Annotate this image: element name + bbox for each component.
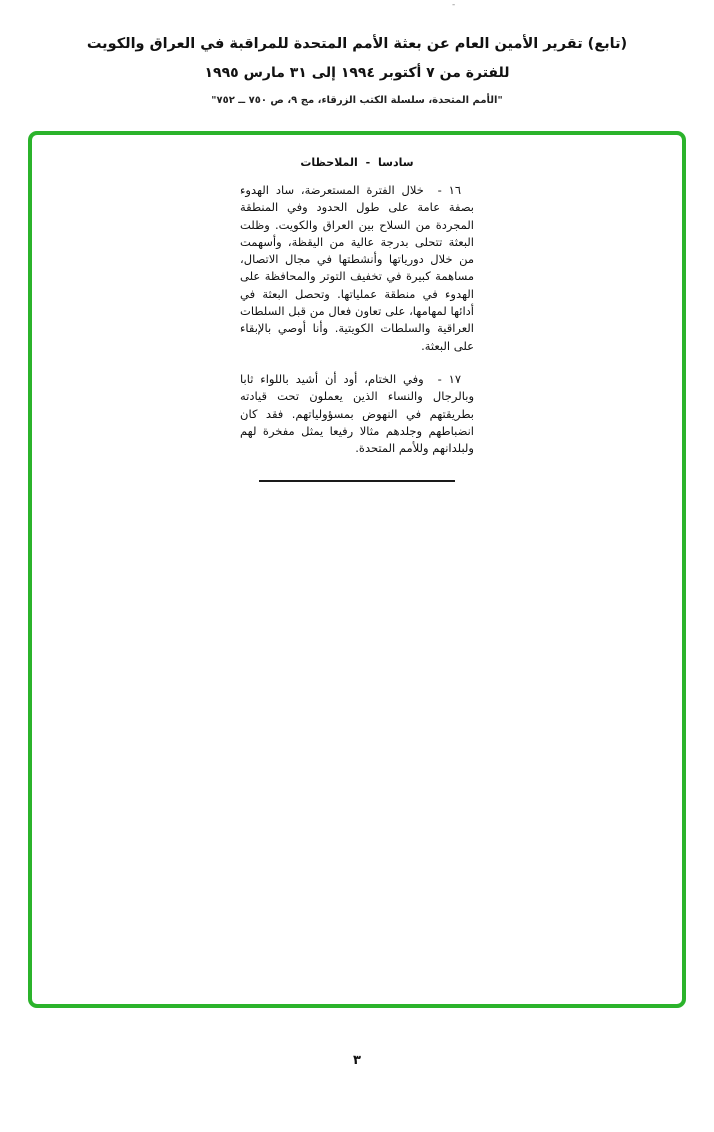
page-number: ٣ [353, 1053, 361, 1068]
paragraph-16-number: ١٦ - [437, 183, 462, 197]
text-column [240, 156, 474, 482]
paragraph-17-text: وفي الختام، أود أن أشيد باللواء ثابا وبالرجال والنساء الذين يعملون تحت قيادته بطريقتهم في النهوض بمسؤولياتهم. فقد كان انضباطهم وجلدهم مثالا رفيعا يمثل مفخرة لهم ولبلدانهم وللأمم المتحدة. [240, 371, 474, 456]
scan-artifact-mark: - [452, 0, 458, 10]
paragraph-16-text: خلال الفترة المستعرضة، ساد الهدوء بصفة عامة على طول الحدود وفي المنطقة المجردة من السلاح بين العراق والكويت. وظلت البعثة تتحلى بدرجة عالية من اليقظة، وأسهمت من خلال دورياتها وأنشطتها في مجال الاتصال، مساهمة كبيرة في تخفيف التوتر والمحافظة على الهدوء في منطقة عملياتها. وتحصل البعثة في أدائها لمهامها، على تعاون فعال من قبل السلطات العراقية والسلطات الكويتية. وأنا أوصي بالإبقاء على البعثة. [240, 183, 474, 353]
section-heading: سادسا - الملاحظات [300, 156, 414, 169]
paragraph-17 [240, 371, 474, 457]
section-divider [259, 480, 455, 482]
paragraph-17-number: ١٧ - [437, 371, 461, 386]
green-border-content-box [28, 131, 686, 1008]
source-citation: "الأمم المتحدة، سلسلة الكتب الزرقاء، مج ٩، ص ٧٥٠ ــ ٧٥٢" [211, 95, 503, 106]
document-title-line1: (تابع) تقرير الأمين العام عن بعثة الأمم المتحدة للمراقبة في العراق والكويت [86, 36, 628, 52]
paragraph-16 [240, 182, 474, 355]
document-title-line2: للفترة من ٧ أكتوبر ١٩٩٤ إلى ٣١ مارس ١٩٩٥ [204, 65, 510, 81]
document-header [0, 34, 714, 106]
